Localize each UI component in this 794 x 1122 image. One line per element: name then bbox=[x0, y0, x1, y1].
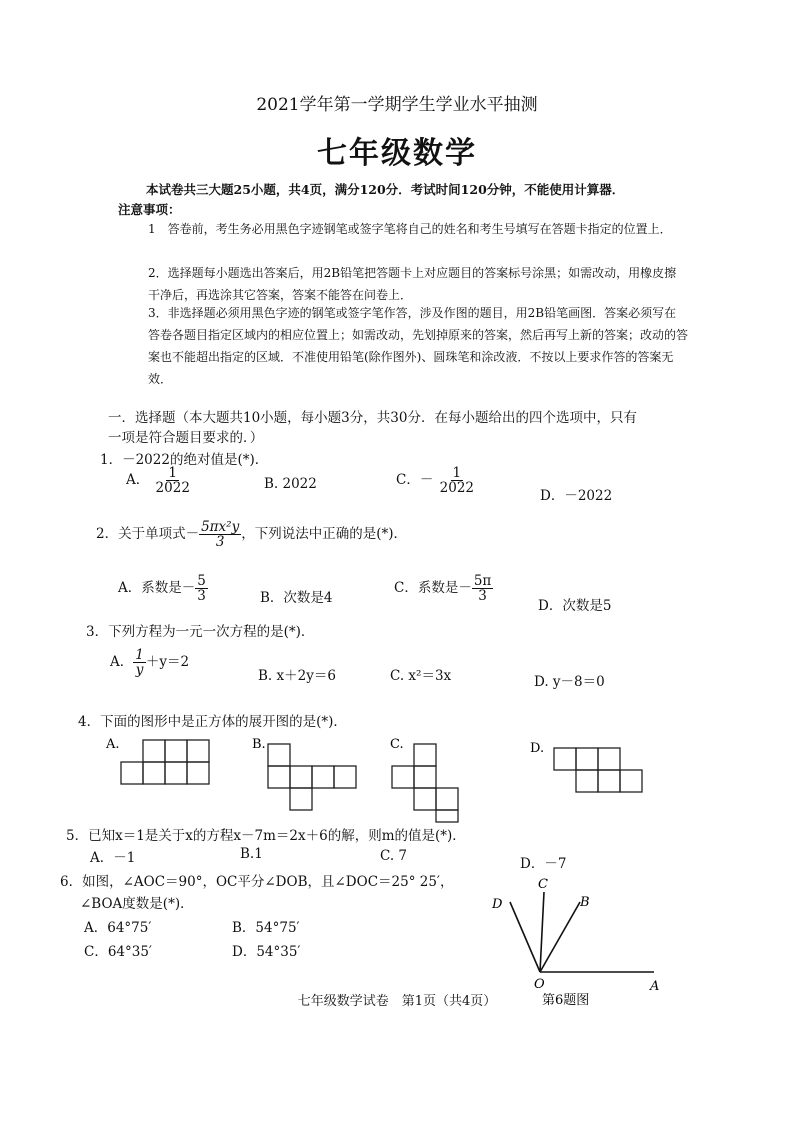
q6-option-c: C．64°35′ bbox=[84, 944, 153, 960]
q1-a-fraction bbox=[154, 466, 192, 495]
q2-option-d: D．次数是5 bbox=[538, 598, 612, 614]
q1-option-d: D．－2022 bbox=[540, 488, 613, 504]
label-b: B bbox=[580, 895, 590, 910]
label-c: C bbox=[538, 877, 548, 892]
q5-stem: 5．已知x＝1是关于x的方程x－7m＝2x＋6的解，则m的值是(*)． bbox=[66, 828, 466, 844]
q1-a-num: 1 bbox=[168, 465, 178, 481]
label-d: D bbox=[492, 897, 503, 912]
q1-c-num: 1 bbox=[452, 465, 462, 481]
q1-option-c bbox=[396, 466, 476, 495]
q1-c-fraction bbox=[438, 466, 476, 495]
q3-a-fraction bbox=[133, 648, 146, 677]
page-footer: 七年级数学试卷 第1页（共4页） bbox=[297, 994, 497, 1009]
q2-stem-post: ，下列说法中正确的是(*)． bbox=[241, 526, 408, 543]
q6-option-b: B．54°75′ bbox=[232, 920, 300, 936]
q4-net-b bbox=[268, 744, 356, 810]
exam-title: 七年级数学 bbox=[317, 136, 477, 171]
q1-a-den: 2022 bbox=[155, 480, 190, 497]
q6-stem-line1: 6．如图，∠AOC＝90°，OC平分∠DOB，且∠DOC＝25° 25′， bbox=[60, 874, 454, 890]
q2-option-b: B．次数是4 bbox=[260, 590, 333, 606]
q2-c-den: 3 bbox=[478, 588, 487, 605]
q4-net-a bbox=[121, 740, 209, 784]
note-2: 2．选择题每小题选出答案后，用2B铅笔把答题卡上对应题目的答案标号涂黑；如需改动，用橡皮擦干净后，再选涂其它答案，答案不能答在问卷上． bbox=[148, 266, 677, 302]
exam-intro: 本试卷共三大题25小题，共4页，满分120分．考试时间120分钟，不能使用计算器． bbox=[146, 182, 625, 197]
q3-option-b: B. x＋2y＝6 bbox=[258, 668, 336, 684]
q2-a-label: A．系数是－ bbox=[118, 580, 196, 597]
q3-option-a bbox=[110, 648, 189, 677]
q4-label-a: A. bbox=[106, 737, 120, 752]
q6-option-a: A．64°75′ bbox=[84, 920, 152, 936]
label-o: O bbox=[534, 977, 545, 992]
notes-title: 注意事项： bbox=[118, 202, 181, 217]
q2-a-num: 5 bbox=[197, 573, 206, 589]
exam-header: 2021学年第一学期学生学业水平抽测 bbox=[256, 95, 538, 115]
q3-stem: 3．下列方程为一元一次方程的是(*)． bbox=[86, 624, 315, 640]
q2-monomial bbox=[199, 520, 241, 549]
q5-option-a: A．－1 bbox=[90, 850, 136, 866]
q5-option-b: B.1 bbox=[240, 846, 263, 862]
q4-label-d: D. bbox=[530, 741, 545, 756]
q4-net-d bbox=[554, 748, 642, 792]
section-1-heading: 一．选择题（本大题共10小题，每小题3分，共30分．在每小题给出的四个选项中，只有 bbox=[108, 410, 637, 426]
q2-c-fraction bbox=[472, 574, 493, 603]
q5-option-d: D．－7 bbox=[520, 856, 567, 872]
q4-label-b: B. bbox=[252, 737, 266, 752]
q3-a-label: A． bbox=[110, 654, 134, 671]
q2-monomial-den: 3 bbox=[215, 534, 225, 551]
ray-oc bbox=[540, 892, 544, 972]
q2-option-a bbox=[118, 574, 208, 603]
q1-option-a bbox=[126, 466, 192, 495]
q2-a-den: 3 bbox=[197, 588, 206, 605]
q2-monomial-num: 5πx²y bbox=[201, 519, 240, 535]
q4-figures bbox=[96, 732, 696, 824]
label-a: A bbox=[650, 979, 660, 994]
q4-stem: 4．下面的图形中是正方体的展开图的是(*)． bbox=[78, 714, 347, 730]
note-1: 1 答卷前，考生务必用黑色字迹钢笔或签字笔将自己的姓名和考生号填写在答题卡指定的位置上． bbox=[148, 222, 672, 236]
q3-a-num: 1 bbox=[135, 647, 144, 663]
ray-od bbox=[510, 902, 540, 972]
q3-option-c: C. x²＝3x bbox=[390, 668, 452, 684]
q6-stem-line2: ∠BOA度数是(*)． bbox=[80, 896, 194, 912]
q6-option-d: D．54°35′ bbox=[232, 944, 301, 960]
q4-label-c: C. bbox=[390, 737, 404, 752]
q1-option-b: B. 2022 bbox=[264, 476, 317, 492]
q3-option-d: D. y－8＝0 bbox=[534, 674, 605, 690]
section-1-heading-cont: 一项是符合题目要求的．） bbox=[108, 430, 264, 446]
ray-ob bbox=[540, 902, 580, 972]
q1-c-den: 2022 bbox=[439, 480, 474, 497]
note-3: 3．非选择题必须用黑色字迹的钢笔或签字笔作答，涉及作图的题目，用2B铅笔画图．答案必须写在答卷各题目指定区域内的相应位置上；如需改动，先划掉原来的答案，然后再写上新的答案；改动的答案也不能超出指定的区域．不准使用铅笔(除作图外)、圆珠笔和涂改液．不按以上要求作答的答案无效． bbox=[148, 306, 689, 386]
q2-c-label: C．系数是－ bbox=[394, 580, 472, 597]
q1-c-label: C．－ bbox=[396, 472, 434, 489]
q3-a-den: y bbox=[135, 662, 144, 679]
q2-option-c bbox=[394, 574, 493, 603]
q2-stem bbox=[96, 520, 407, 549]
q2-stem-pre: 2．关于单项式－ bbox=[96, 526, 200, 543]
q1-a-label: A． bbox=[126, 472, 150, 489]
q2-a-fraction bbox=[195, 574, 208, 603]
q3-a-post: ＋y＝2 bbox=[145, 654, 190, 671]
q4-net-c bbox=[392, 744, 458, 822]
q5-option-c: C. 7 bbox=[380, 848, 408, 864]
figure-caption: 第6题图 bbox=[542, 993, 590, 1008]
q2-c-num: 5π bbox=[473, 573, 492, 589]
q1-stem: 1．－2022的绝对值是(*)． bbox=[100, 452, 269, 468]
